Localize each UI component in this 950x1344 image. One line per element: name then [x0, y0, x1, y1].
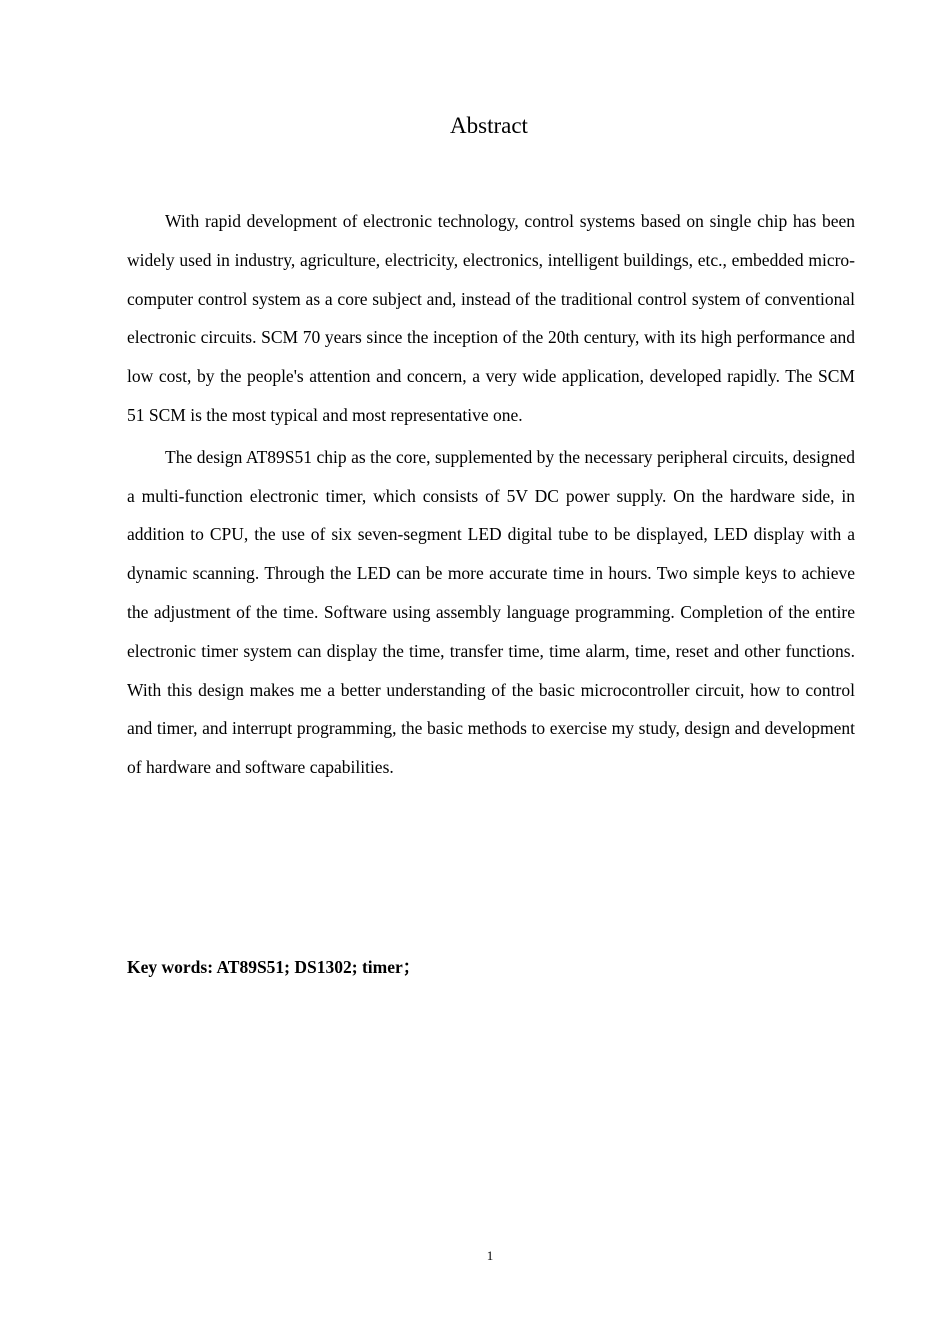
page-number: 1 — [486, 1248, 494, 1263]
abstract-paragraph-2: The design AT89S51 chip as the core, supplemented by the necessary peripheral circuits, designed a multi-function electronic timer, which consists of 5V DC power supply. On the hardware side, in addition to CPU, the use of six seven-segment LED digital tube to be displayed, LED display with a dynamic scanning. Through the LED can be more accurate time in hours. Two simple keys to achieve the adjustment of the time. Software using assembly language programming. Completion of the entire electronic timer system can display the time, transfer time, time alarm, time, reset and other functions. With this design makes me a better understanding of the basic microcontroller circuit, how to control and timer, and interrupt programming, the basic methods to exercise my study, design and development of hardware and software capabilities. — [127, 446, 855, 778]
keywords-line: Key words: AT89S51; DS1302; timer； — [127, 957, 421, 977]
page-title: Abstract — [450, 113, 528, 138]
abstract-body — [127, 202, 855, 787]
abstract-paragraph-1: With rapid development of electronic technology, control systems based on single chip has been widely used in industry, agriculture, electricity, electronics, intelligent buildings, etc., embedded micro-computer control system as a core subject and, instead of the traditional control system of conventional electronic circuits. SCM 70 years since the inception of the 20th century, with its high performance and low cost, by the people's attention and concern, a very wide application, developed rapidly. The SCM 51 SCM is the most typical and most representative one. — [127, 211, 855, 425]
